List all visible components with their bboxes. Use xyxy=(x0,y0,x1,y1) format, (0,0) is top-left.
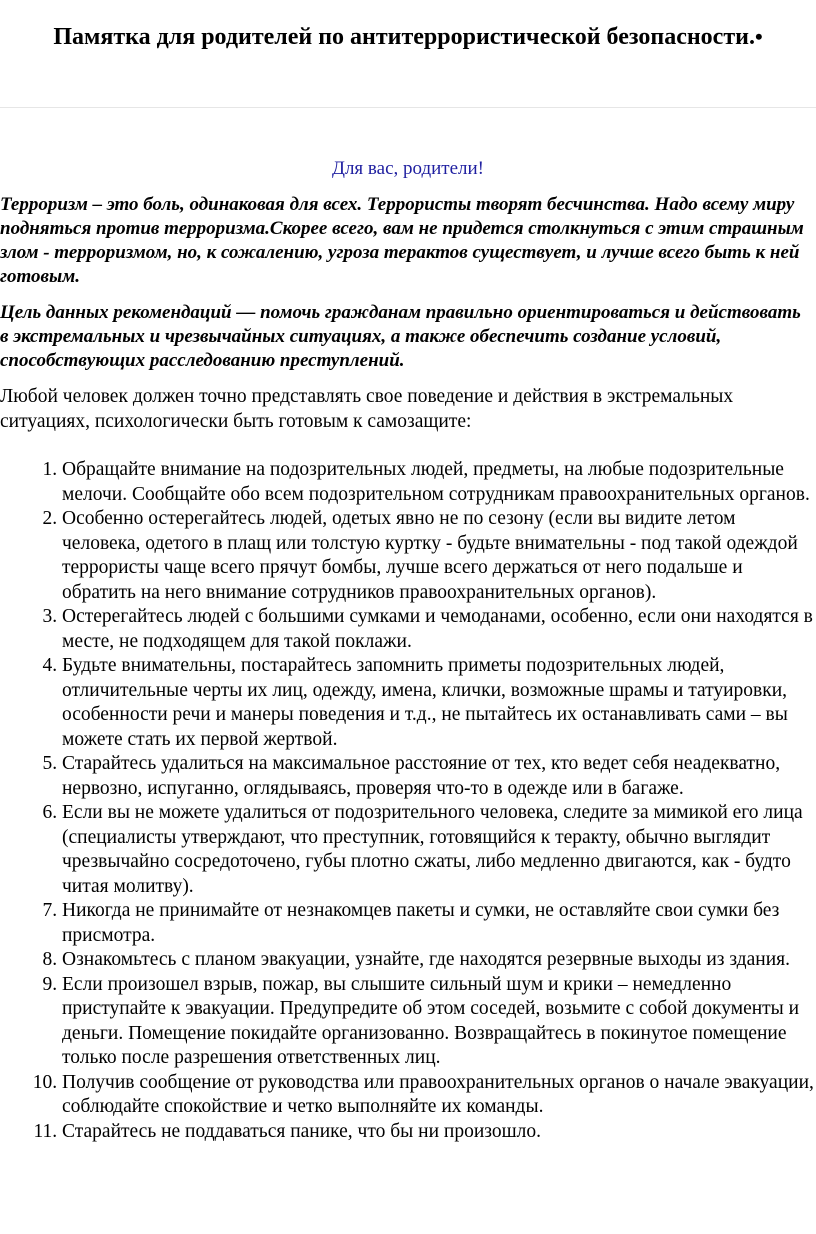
list-item: 5. Старайтесь удалиться на максимальное расстояние от тех, кто ведет себя неадекватно, нервозно, испуганно, оглядываясь, проверяя что-то в одежде или в багаже. xyxy=(62,752,814,801)
list-item: 8. Ознакомьтесь с планом эвакуации, узнайте, где находятся резервные выходы из здания. xyxy=(62,948,814,973)
document-body xyxy=(0,193,814,1144)
list-item: 2. Особенно остерегайтесь людей, одетых явно не по сезону (если вы видите летом человека, одетого в плащ или толстую куртку - будьте внимательны - под такой одеждой террористы чаще всего прячут бомбы, лучше всего держаться от него подальше и обратить на него внимание сотрудников правоохранительных органов). xyxy=(62,507,814,605)
list-item: 9. Если произошел взрыв, пожар, вы слышите сильный шум и крики – немедленно приступайте к эвакуации. Предупредите об этом соседей, возьмите с собой документы и деньги. Помещение покидайте организованно. Возвращайтесь в покинутое помещение только после разрешения ответственных лиц. xyxy=(62,973,814,1071)
page-title xyxy=(0,22,816,52)
list-item: 10. Получив сообщение от руководства или правоохранительных органов о начале эвакуации, соблюдайте спокойствие и четко выполняйте их команды. xyxy=(62,1071,814,1120)
paragraph-terrorism: Терроризм – это боль, одинаковая для всех. Террористы творят бесчинства. Надо всему миру подняться против терроризма.Скорее всего, вам не придется столкнуться с этим страшным злом - терроризмом, но, к сожалению, угроза терактов существует, и лучше всего быть к ней готовым. xyxy=(0,194,804,287)
paragraph-intro: Любой человек должен точно представлять свое поведение и действия в экстремальных ситуациях, психологически быть готовым к самозащите: xyxy=(0,386,734,432)
list-item: 7. Никогда не принимайте от незнакомцев пакеты и сумки, не оставляйте свои сумки без присмотра. xyxy=(62,899,814,948)
bullet-icon: • xyxy=(754,24,763,49)
title-text: Памятка для родителей по антитеррористической безопасности. xyxy=(53,24,755,50)
paragraph-goal: Цель данных рекомендаций — помочь гражданам правильно ориентироваться и действовать в экстремальных и чрезвычайных ситуациях, а также обеспечить создание условий, способствующих расследованию преступлений. xyxy=(0,302,801,371)
rules-list xyxy=(0,458,814,1144)
subtitle: Для вас, родители! xyxy=(331,158,485,179)
list-item: 3. Остерегайтесь людей с большими сумками и чемоданами, особенно, если они находятся в месте, не подходящем для такой поклажи. xyxy=(62,605,814,654)
list-item: 11. Старайтесь не поддаваться панике, что бы ни произошло. xyxy=(62,1120,814,1145)
list-item: 4. Будьте внимательны, постарайтесь запомнить приметы подозрительных людей, отличительные черты их лиц, одежду, имена, клички, возможные шрамы и татуировки, особенности речи и манеры поведения и т.д., не пытайтесь их останавливать сами – вы можете стать их первой жертвой. xyxy=(62,654,814,752)
list-item: 6. Если вы не можете удалиться от подозрительного человека, следите за мимикой его лица (специалисты утверждают, что преступник, готовящийся к теракту, обычно выглядит чрезвычайно сосредоточено, губы плотно сжаты, либо медленно двигаются, как - будто читая молитву). xyxy=(62,801,814,899)
list-item: 1. Обращайте внимание на подозрительных людей, предметы, на любые подозрительные мелочи. Сообщайте обо всем подозрительном сотрудникам правоохранительных органов. xyxy=(62,458,814,507)
divider xyxy=(0,107,816,108)
